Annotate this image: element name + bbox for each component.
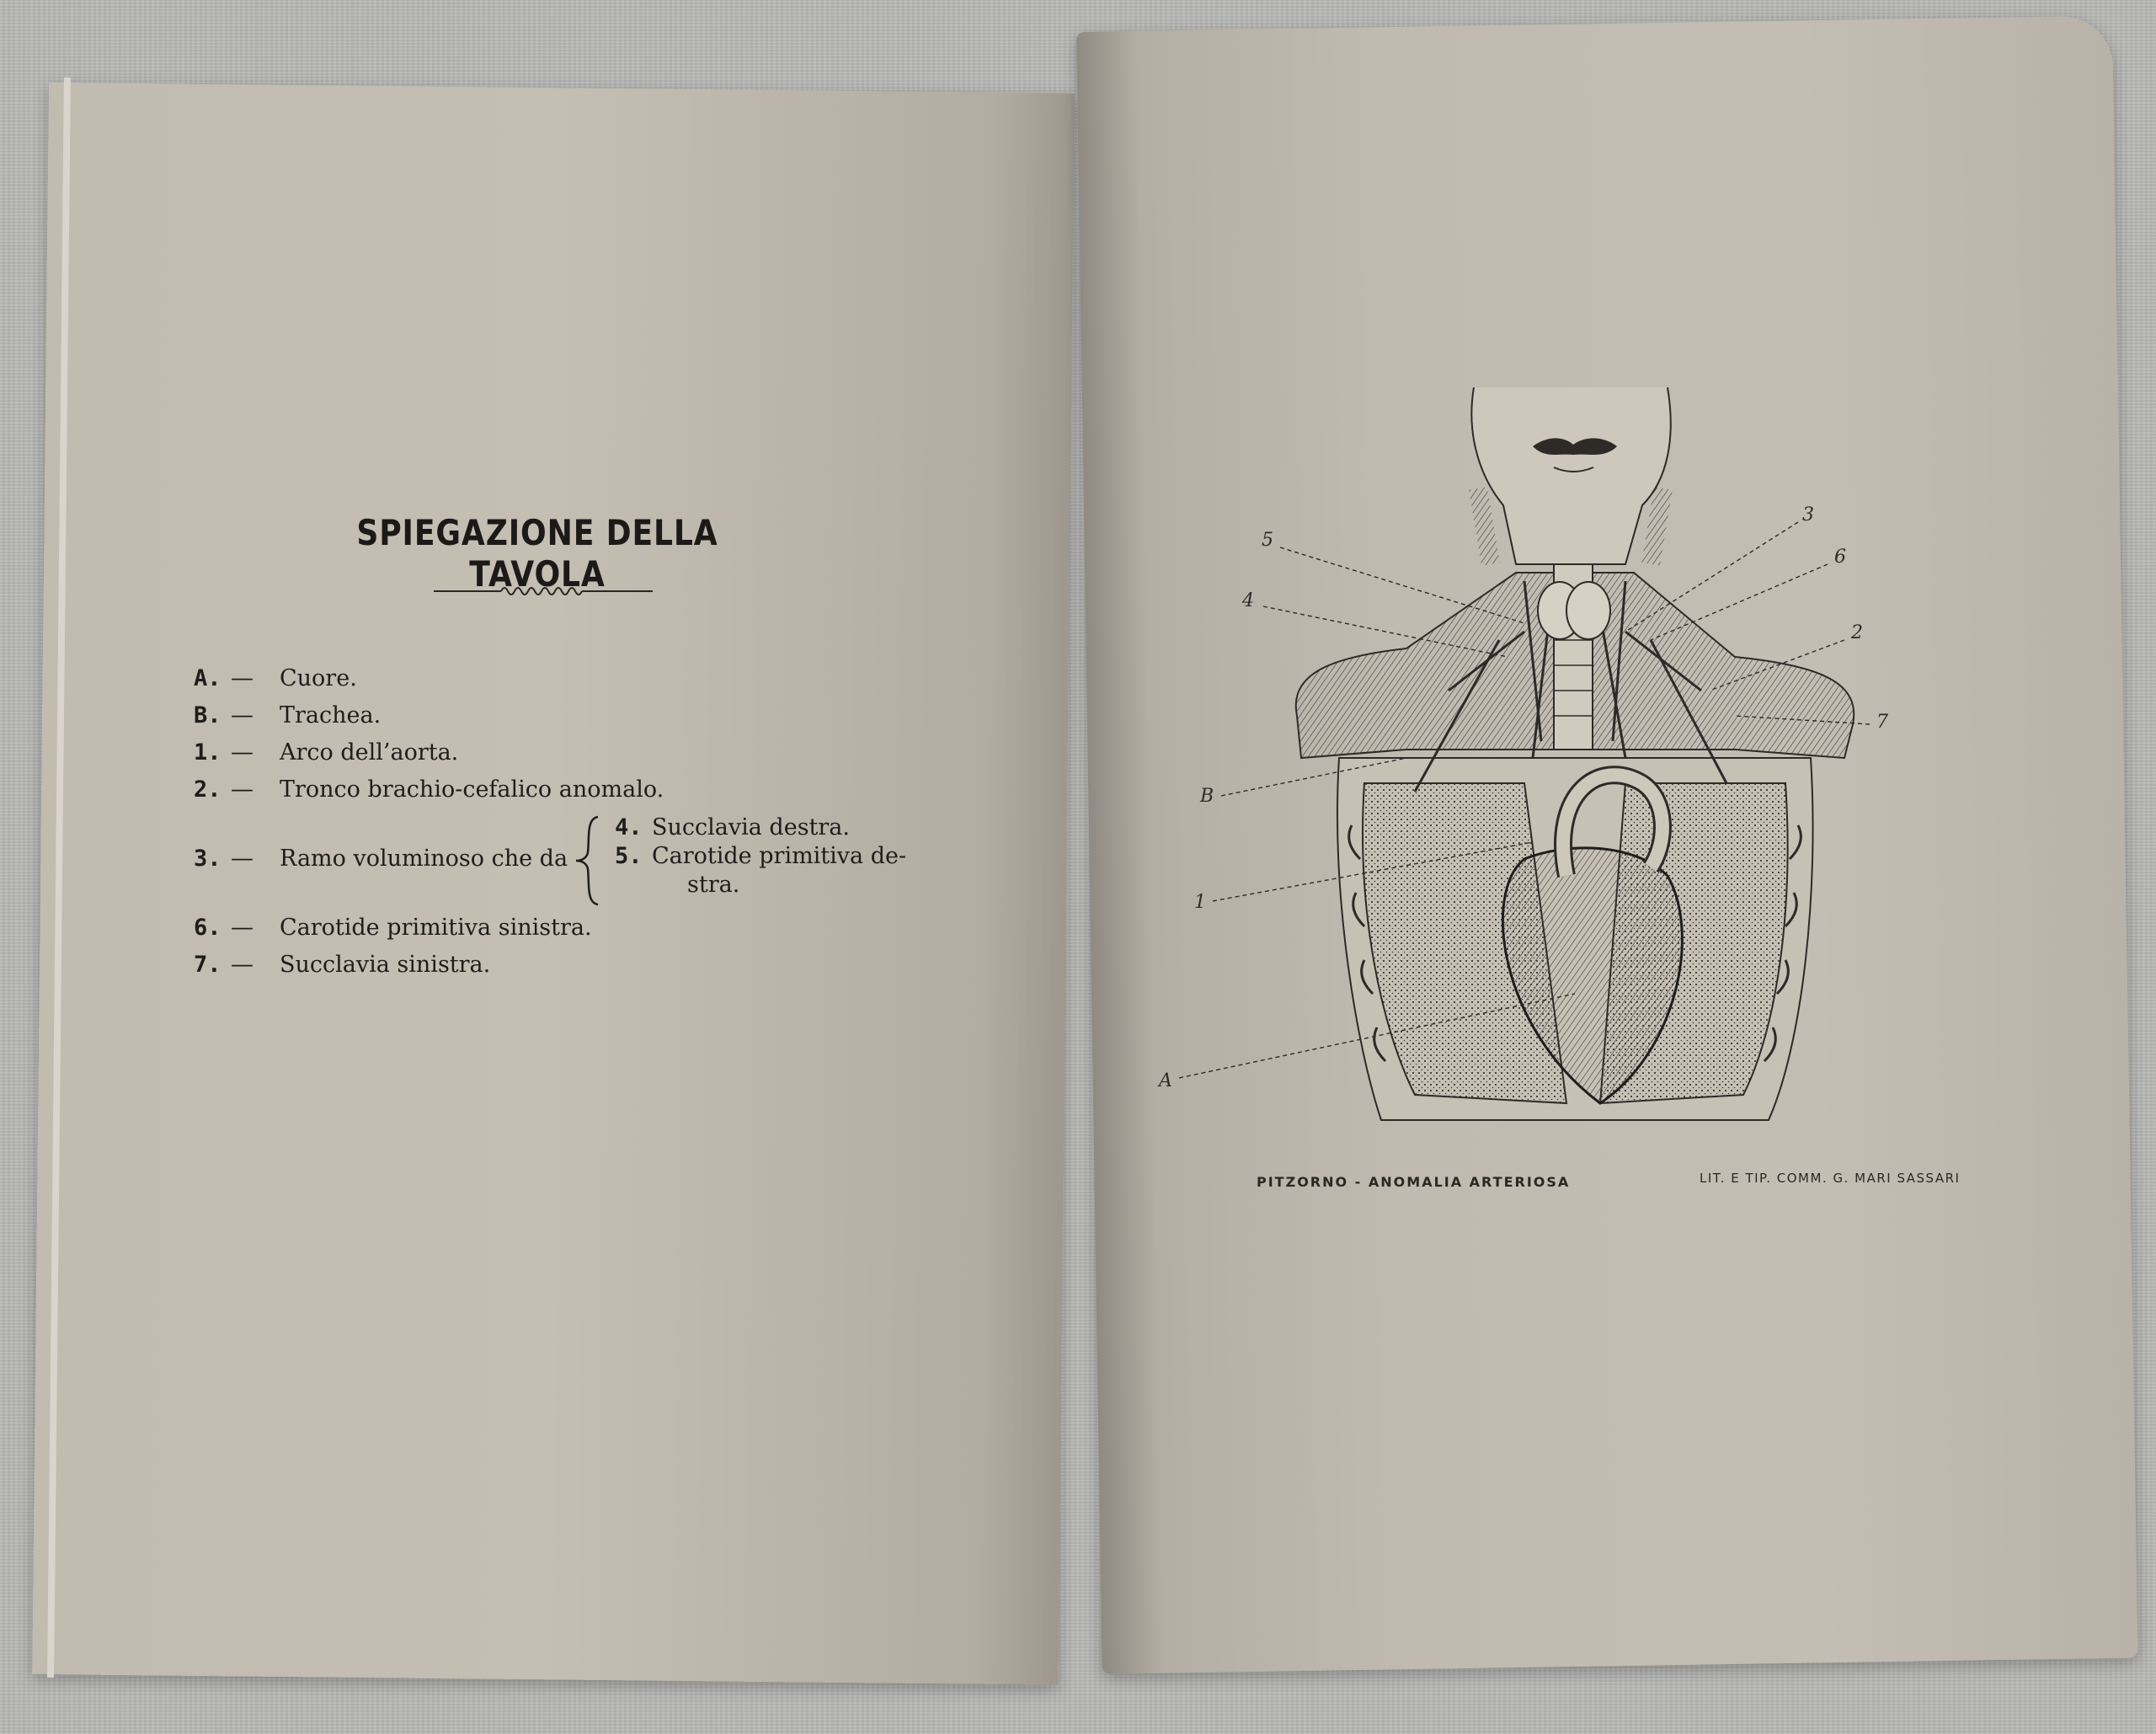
legend-list [194,665,952,989]
page-title: SPIEGAZIONE DELLA TAVOLA [356,512,718,595]
legend-dash: — [231,702,253,728]
legend-key: A. [194,665,221,691]
legend-item [194,739,952,776]
legend-subitem [615,842,969,871]
legend-key: 4. [615,814,643,840]
plate-label: 6 [1834,547,1846,568]
legend-dash: — [231,739,253,766]
legend-text: Arco dell’aorta. [280,739,459,766]
legend-item [194,702,952,739]
legend-dash: — [231,952,253,978]
legend-group [194,814,952,915]
legend-item [194,846,568,872]
plate-label: 5 [1262,530,1273,551]
plate-figure [1296,387,1854,1120]
legend-item [194,915,952,952]
legend-text: Carotide primitiva de- [652,843,907,869]
legend-text: Succlavia destra. [652,814,850,840]
legend-text: Succlavia sinistra. [280,952,491,978]
legend-text: Tronco brachio-cefalico anomalo. [280,776,664,803]
legend-dash: — [231,665,253,691]
plate-label: A [1159,1070,1172,1091]
legend-key: 7. [194,952,221,978]
legend-dash: — [231,846,253,872]
plate-label: 2 [1851,622,1863,643]
legend-item [194,665,952,702]
plate-caption-right: LIT. E TIP. COMM. G. MARI SASSARI [1700,1171,1961,1186]
anatomical-plate [1129,387,1979,1154]
plate-label: B [1200,786,1214,807]
plate-label: 1 [1194,892,1206,913]
legend-text: Ramo voluminoso che da [280,846,568,872]
legend-text-continued: stra. [687,872,740,898]
plate-caption-left: PITZORNO - ANOMALIA ARTERIOSA [1257,1174,1571,1190]
legend-text: Carotide primitiva sinistra. [280,915,592,941]
brace-icon [571,814,605,908]
legend-item [194,952,952,989]
legend-key: 6. [194,915,221,941]
legend-text: Trachea. [280,702,382,728]
plate-label: 3 [1802,504,1814,526]
legend-dash: — [231,776,253,803]
plate-label: 4 [1242,590,1254,611]
legend-key: 3. [194,846,221,872]
legend-sublist [615,814,969,899]
legend-key: B. [194,702,221,728]
ornament-divider [434,581,653,601]
legend-text: Cuore. [280,665,357,691]
legend-subitem [615,814,969,842]
legend-item [194,776,952,814]
legend-key: 2. [194,776,221,803]
legend-key: 1. [194,739,221,766]
legend-dash: — [231,915,253,941]
legend-key: 5. [615,843,643,869]
plate-label: 7 [1876,712,1888,733]
